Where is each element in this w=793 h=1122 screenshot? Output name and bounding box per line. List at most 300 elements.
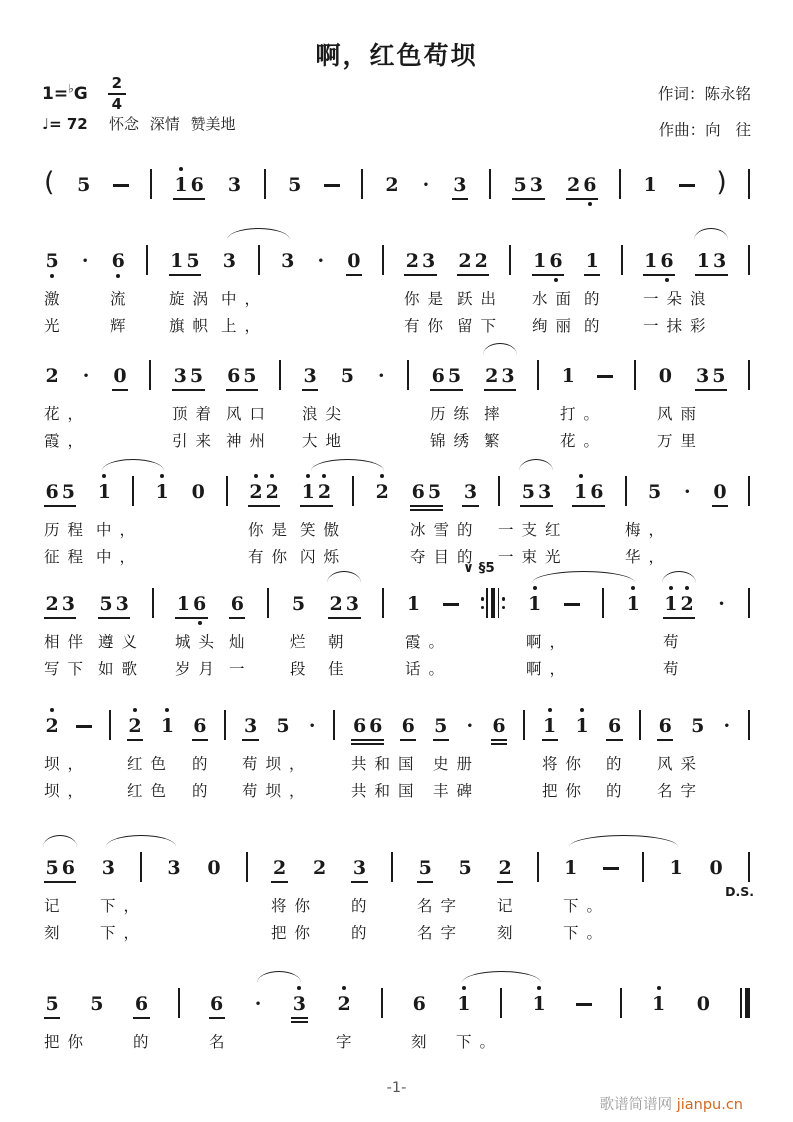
note-digit: · [82,365,90,387]
notation-row [44,828,750,894]
octave-dot-high [462,986,466,990]
slur-arc [327,571,361,583]
note-digit: 2 [498,857,512,879]
lyrics-row-1 [44,630,750,657]
lyric-chunk: 把你 [271,924,319,942]
beam-underline [351,881,367,883]
note-digit: 5 [521,481,535,503]
octave-dot-high [254,474,258,478]
beam-underline [112,389,128,391]
lyric-chunk: 记 [44,897,68,915]
repeat-barline [481,588,505,618]
note-digit: 6 [431,365,445,387]
barline [748,169,750,199]
parenthesis: ) [716,167,727,198]
beam-underline [351,743,383,745]
note-token [526,595,542,614]
note-digit: 0 [113,365,127,387]
note-digit: 6 [45,481,59,503]
barline [382,245,384,275]
note-digit: 2 [474,250,488,272]
lyric-chunk: 旗帜 [169,317,217,335]
beam-underline [532,274,564,276]
note-token [657,367,673,386]
lyric-chunk: 风雨 [657,405,705,423]
beam-underline [302,389,318,391]
note-token [159,717,175,736]
duration-dash [443,603,459,606]
note-token [81,367,91,386]
lyric-chunk: 刻 [411,1033,435,1051]
lyric-chunk: 城头 [175,633,223,651]
note-token [173,176,205,195]
note-digit: 5 [189,365,204,387]
octave-dot-low [554,278,558,282]
note-digit: 3 [281,250,295,272]
note-token [421,176,431,195]
expression-text: 怀念 深情 赞美地 [108,115,236,133]
octave-dot-high [165,708,169,712]
barline [748,852,750,882]
note-digit: 5 [44,252,60,271]
beam-underline [410,505,442,507]
note-token [154,483,170,502]
lyric-chunk: 上， [221,317,269,335]
note-digit: 1 [564,857,578,879]
note-token [651,995,667,1014]
slur-arc [462,971,542,983]
octave-dot-high [537,986,541,990]
octave-dot-high [533,586,537,590]
note-digit: 5 [427,481,442,503]
barline [634,360,636,390]
note-token [351,859,367,878]
barline [264,169,266,199]
key-signature [42,76,126,112]
barline [267,588,269,618]
repeat-dots-left [481,597,484,608]
note-token [606,717,622,736]
lyric-chunk: 霞， [44,432,92,450]
note-digit: 2 [264,483,280,502]
note-digit: 6 [607,715,622,737]
note-digit: 3 [115,593,129,615]
lyric-chunk: 的 [584,317,608,335]
note-token [80,252,90,271]
note-digit: 2 [316,483,332,502]
lyrics-row-2 [44,779,750,806]
lyric-chunk: 一束光 [498,548,569,566]
beam-underline [44,505,76,507]
note-digit: 3 [303,365,317,387]
beam-underline [44,1017,60,1019]
lyric-chunk: 风口 [226,405,274,423]
lyric-chunk: 下， [100,897,148,915]
note-digit: 1 [663,595,679,614]
note-token [625,595,641,614]
note-token [242,717,258,736]
note-digit: 1 [159,717,175,736]
note-digit: 6 [190,174,204,196]
duration-dash [576,1003,592,1006]
note-token [328,595,360,614]
lyric-chunk: 刻 [44,924,68,942]
music-system-3 [44,336,750,456]
note-token [229,595,245,614]
barline [149,360,151,390]
barline [381,988,383,1018]
music-system-1 [44,143,750,211]
lyric-chunk: 一抹彩 [643,317,714,335]
note-token [110,252,126,271]
lyric-chunk: 啊， [526,633,574,651]
note-digit: 5 [434,715,448,737]
octave-dot-high [297,986,301,990]
barline [258,245,260,275]
lyric-chunk: 把你 [542,782,590,800]
lyric-chunk: 遵义 [98,633,146,651]
music-system-7 [44,828,754,948]
note-digit: 1 [406,593,421,615]
beam-underline [452,198,468,200]
lyric-chunk: 神州 [226,432,274,450]
note-token [127,717,143,736]
key-prefix: 1= [42,84,69,104]
octave-dot-high [685,586,689,590]
note-token [462,483,478,502]
note-token [717,595,727,614]
note-digit: · [378,365,385,387]
beam-underline [291,1017,307,1019]
music-system-4 [44,452,750,572]
note-token [100,859,116,878]
beam-underline [98,617,130,619]
note-digit: 1 [669,857,683,879]
notation-row [44,560,750,630]
lyric-chunk: 你是 [404,290,452,308]
note-digit: 6 [369,715,383,737]
page-number: -1- [386,1080,407,1096]
lyric-chunk: 梅， [625,521,673,539]
segno-marker: ∨ §5 [463,560,495,576]
note-digit: 1 [300,483,316,502]
note-digit: 5 [61,481,75,503]
note-token [683,483,693,502]
note-digit: 6 [582,176,598,195]
quarter-note-icon: ♩ [42,115,50,133]
music-system-6 [44,686,750,806]
lyric-chunk: 花。 [560,432,608,450]
note-digit: · [317,250,325,272]
note-digit: 5 [458,857,472,879]
note-token [226,367,258,386]
note-token [89,995,105,1014]
lyric-chunk: 的 [606,782,630,800]
lyric-chunk: 繁 [484,432,508,450]
note-digit: 1 [696,250,710,272]
lyrics-row-2 [44,921,750,948]
note-token [287,176,303,195]
note-digit: 6 [192,595,208,614]
note-digit: 3 [352,857,367,879]
note-digit: 2 [336,995,352,1014]
note-token [112,367,128,386]
note-digit: 6 [61,857,75,879]
note-digit: · [254,993,262,1015]
beam-underline [417,881,433,883]
note-digit: 2 [385,174,399,196]
note-token [253,995,263,1014]
note-digit: 6 [590,481,604,503]
note-digit: 1 [585,250,599,272]
note-token [642,176,658,195]
octave-dot-high [133,708,137,712]
barline [748,710,750,740]
barline [226,476,228,506]
lyric-chunk: 如歌 [98,660,146,678]
barline [489,169,491,199]
barline [382,588,384,618]
note-token [430,367,462,386]
note-digit: 6 [492,715,506,737]
note-digit: 1 [154,483,170,502]
note-digit: 2 [45,593,59,615]
note-token [457,859,473,878]
note-token [404,252,436,271]
beam-underline [462,505,478,507]
note-token [133,995,149,1014]
repeat-dot [502,597,505,600]
note-digit: 0 [696,993,710,1015]
note-digit: 6 [110,252,126,271]
beam-underline [300,505,332,507]
note-token [520,483,552,502]
lyric-chunk: 一支红 [498,521,569,539]
lyric-chunk: 浪尖 [302,405,350,423]
note-token [563,859,579,878]
note-token [44,859,76,878]
lyric-chunk: 的 [351,897,375,915]
barline [498,476,500,506]
lyric-chunk: 的 [192,782,216,800]
octave-dot-high [380,474,384,478]
lyric-chunk: 的 [606,755,630,773]
note-digit: 6 [230,593,244,615]
lyric-chunk: 的 [584,290,608,308]
lyric-chunk: 留下 [457,317,505,335]
lyric-chunk: 旋涡 [169,290,217,308]
beam-underline [404,274,436,276]
note-token [339,367,355,386]
lyric-chunk: 一 [229,660,253,678]
final-barline-thin [740,988,742,1018]
note-digit: 1 [173,176,189,195]
octave-dot-high [270,474,274,478]
beam-underline [173,198,205,200]
repeat-bar-thick [491,588,496,618]
note-digit: 3 [345,593,360,615]
lyric-chunk: 字 [336,1033,360,1051]
lyric-chunk: 华， [625,548,673,566]
lyric-chunk: 中， [96,521,144,539]
note-token [663,595,695,614]
slur-arc [532,571,636,583]
note-digit: 2 [374,483,390,502]
barline [279,360,281,390]
note-digit: 5 [691,715,705,737]
note-digit: 1 [456,995,472,1014]
lyric-chunk: 烂 [290,633,314,651]
note-digit: 1 [561,365,575,387]
note-digit: 3 [167,857,181,879]
beam-underline [491,743,507,745]
note-digit: 5 [45,857,59,879]
beam-underline [127,739,143,741]
note-digit: 0 [713,481,727,503]
lyric-chunk: 有你 [248,548,296,566]
barline [352,476,354,506]
lyric-chunk: 坝， [44,755,92,773]
note-token [209,995,225,1014]
note-token [291,995,307,1014]
beam-underline [566,198,598,200]
lyric-chunk: 大地 [302,432,350,450]
note-digit: 6 [411,481,425,503]
note-digit: 5 [288,174,302,196]
beam-underline [172,389,204,391]
lyrics-row-1 [44,752,750,779]
note-token [695,367,727,386]
note-token [44,252,60,271]
octave-dot-high [322,474,326,478]
note-token [695,252,727,271]
notation-row [44,964,750,1030]
note-digit: 6 [134,993,149,1015]
note-digit: 2 [127,717,143,736]
lyric-chunk: 史册 [433,755,481,773]
lyric-chunk: 话。 [405,660,453,678]
note-digit: 5 [276,715,290,737]
slur-arc [102,459,165,471]
note-token [44,367,60,386]
slur-arc [694,228,728,240]
note-token [497,859,513,878]
note-token [433,717,449,736]
lyric-chunk: 丰碑 [433,782,481,800]
note-token [206,859,222,878]
barline [391,852,393,882]
lyric-chunk: 灿 [229,633,253,651]
lyric-chunk: 历程 [44,521,92,539]
note-token [690,717,706,736]
note-token [226,176,242,195]
parenthesis: ( [44,167,55,198]
octave-dot-high [102,474,106,478]
note-digit: 6 [352,715,367,737]
note-token [708,859,724,878]
note-digit: 3 [222,250,236,272]
note-digit: 1 [643,174,657,196]
duration-dash [597,375,613,378]
note-digit: 5 [447,365,462,387]
beam-underline [584,274,600,276]
barline [639,710,641,740]
note-digit: 3 [453,174,467,196]
repeat-bar-thin [498,588,500,618]
slur-arc [43,835,77,847]
lyric-chunk: 中， [221,290,269,308]
note-token [695,995,711,1014]
note-digit: 1 [625,595,641,614]
note-digit: 1 [542,717,558,736]
note-token [175,595,207,614]
note-digit: 3 [422,250,436,272]
composer-credit: 作曲：向 往 [658,121,751,139]
barline [140,852,142,882]
beam-underline [695,274,727,276]
note-token [290,595,306,614]
lyric-chunk: 名 [209,1033,233,1051]
barline [500,988,502,1018]
lyric-chunk: 共和国 [351,782,422,800]
note-token [584,252,600,271]
notation-row [44,686,750,752]
note-digit: 6 [658,715,672,737]
barline [509,245,511,275]
beam-underline [175,617,207,619]
note-digit: 6 [659,252,675,271]
note-digit: 6 [401,715,415,737]
note-token [374,483,390,502]
note-token [280,252,296,271]
lyric-chunk: 写下 [44,660,92,678]
octave-dot-high [631,586,635,590]
note-token [560,367,576,386]
lyric-chunk: 锦绣 [430,432,478,450]
note-digit: 6 [210,993,224,1015]
note-digit: 3 [101,857,115,879]
note-digit: 1 [651,995,667,1014]
beam-underline [226,389,258,391]
octave-dot-low [588,202,592,206]
note-token [190,483,206,502]
beam-underline [712,505,728,507]
barline [146,245,148,275]
note-token [44,995,60,1014]
repeat-dot [502,606,505,609]
beam-underline [410,509,442,511]
barline [537,852,539,882]
barline [748,476,750,506]
note-digit: 0 [347,250,361,272]
note-token [646,483,662,502]
note-token [44,483,76,502]
note-token [643,252,675,271]
lyric-chunk: 光 [44,317,68,335]
slur-arc [662,571,696,583]
note-token [542,717,558,736]
lyric-chunk: 名字 [417,897,465,915]
note-digit: 3 [529,174,543,196]
slur-arc [311,459,384,471]
lyric-chunk: 的 [133,1033,157,1051]
music-system-5 [44,560,750,684]
note-digit: · [718,593,725,615]
flat-icon: ♭ [68,81,74,96]
octave-dot-high [579,474,583,478]
music-system-8 [44,964,750,1057]
lyrics-row-1 [44,1030,750,1057]
